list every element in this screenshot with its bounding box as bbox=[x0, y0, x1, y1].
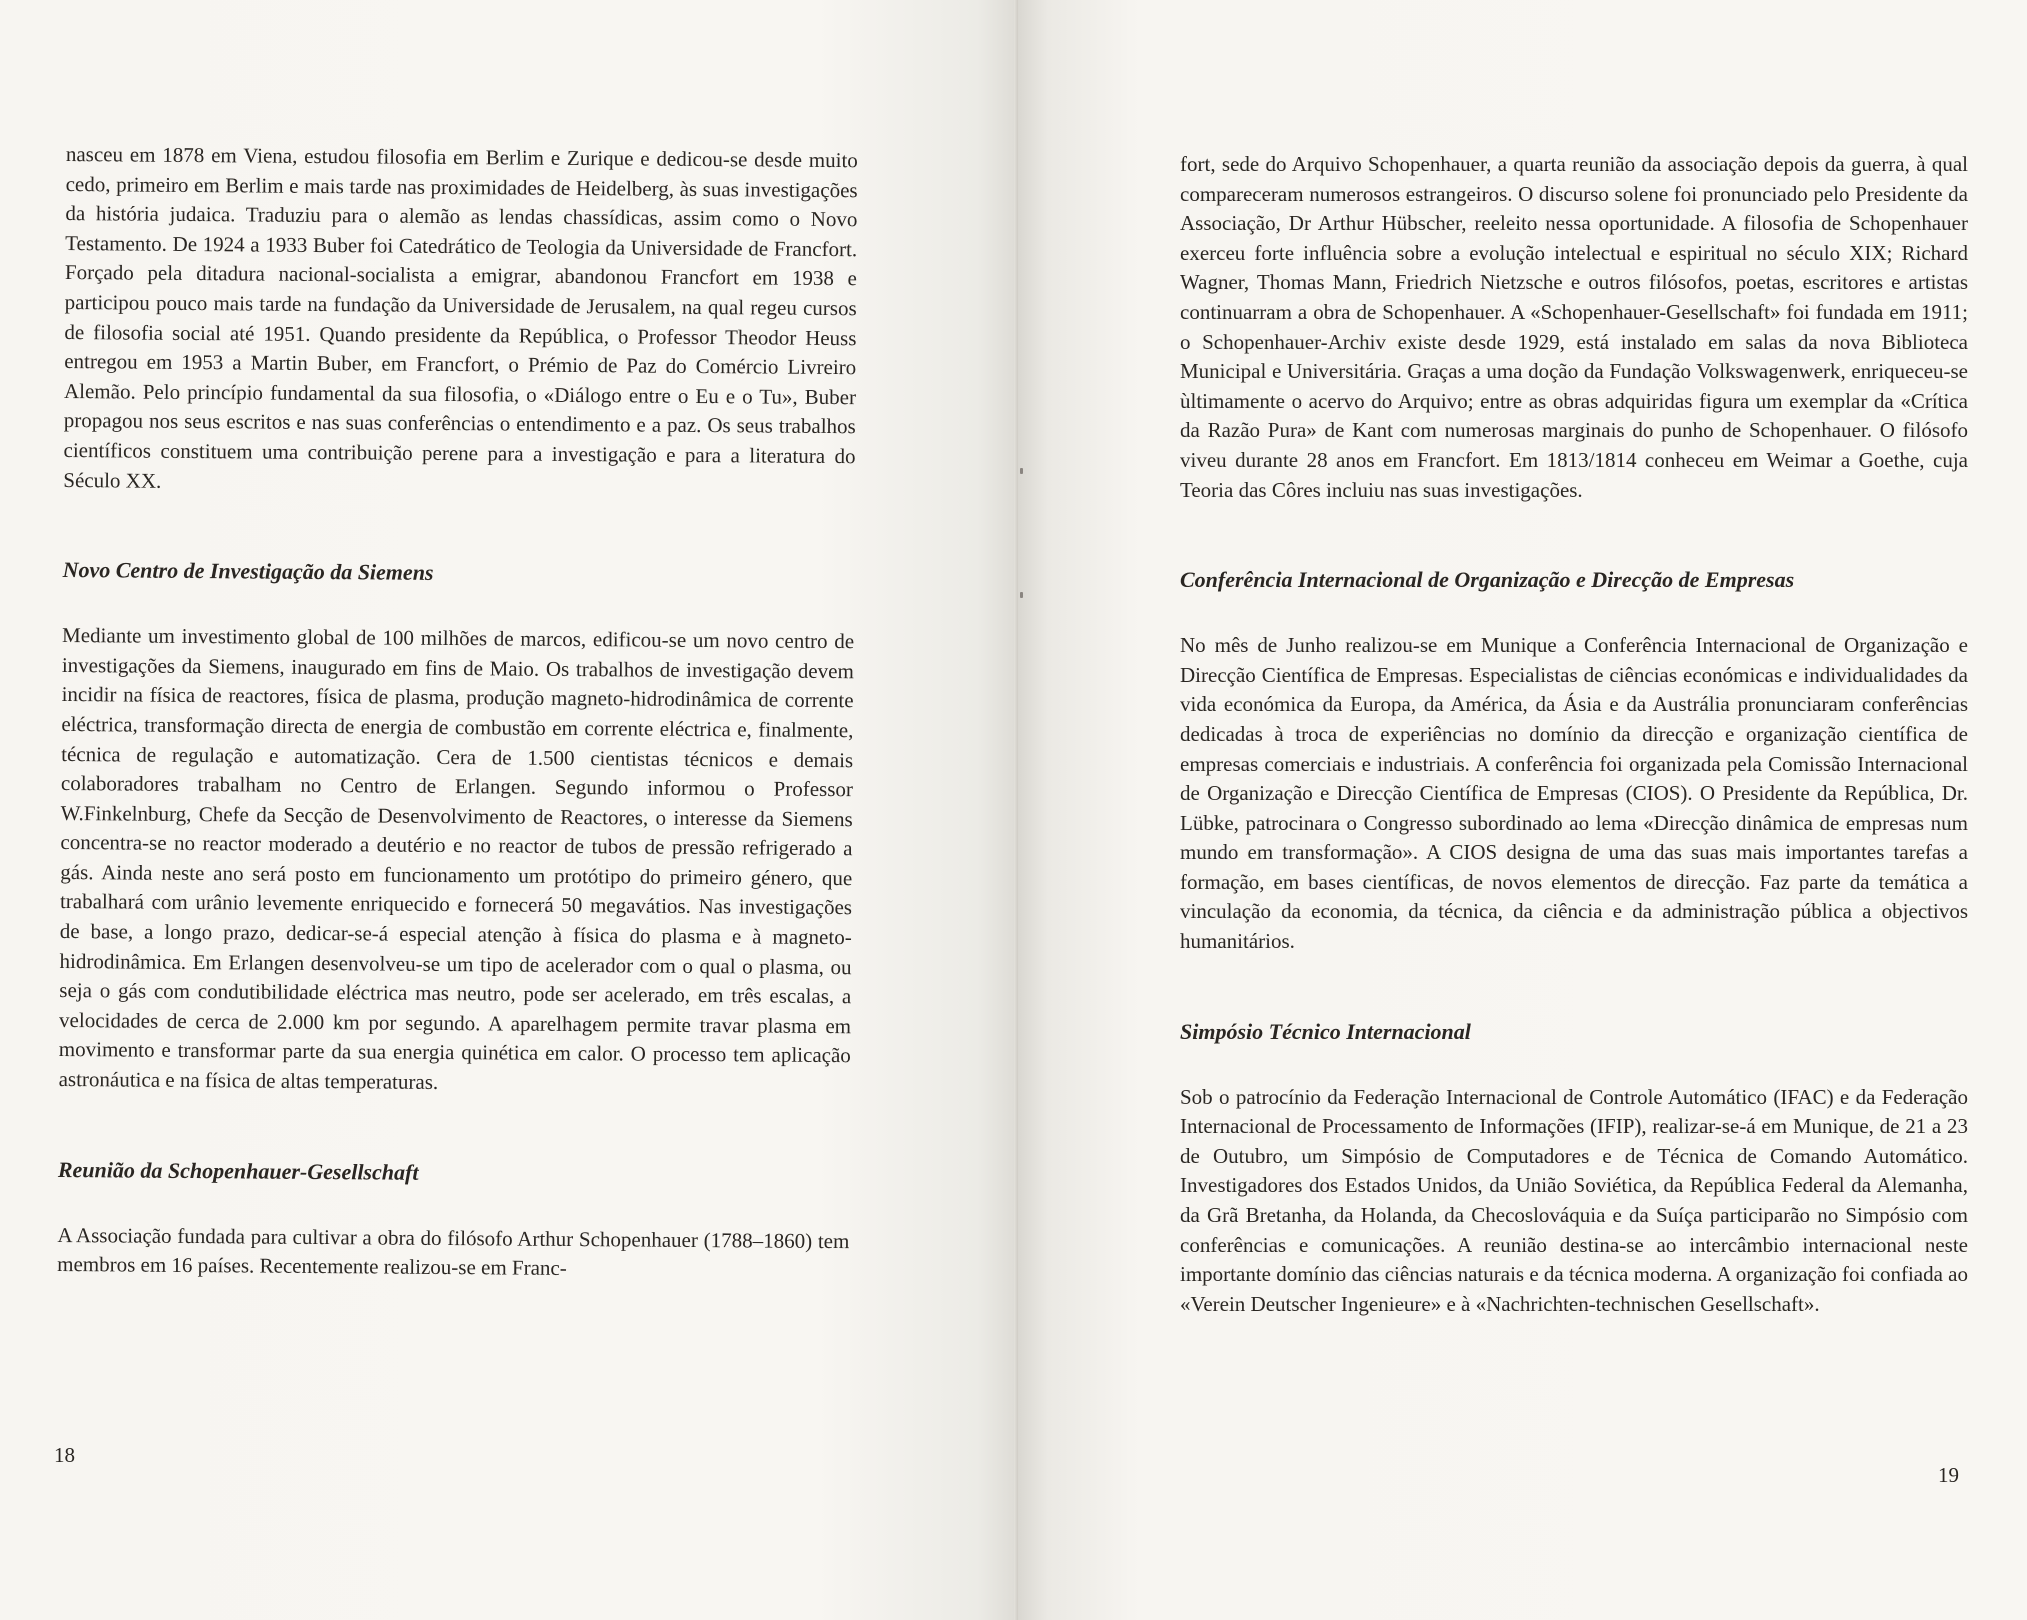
conference-heading: Conferência Internacional de Organização e Direcção de Empresas bbox=[1180, 567, 1795, 593]
right-page bbox=[1018, 0, 2027, 1620]
right-text-column bbox=[1180, 150, 1968, 1319]
symposium-paragraph: Sob o patrocínio da Federação Internacional de Controle Automático (IFAC) e da Federação Internacional de Processamento de Informações (IFIP), realizar-se-á em Munique, de 21 a 23 de Outubro, um Simpósio de Computadores e de Técnica de Comando Automático. Investigadores dos Estados Unidos, da União Soviética, da República Federal da Alemanha, da Grã Bretanha, da Holanda, da Checoslováquia e da Suíça participarão no Simpósio com conferências e comunicações. A reunião destina-se ao intercâmbio internacional neste importante domínio das ciências naturais e da técnica moderna. A organização foi confiada ao «Verein Deutscher Ingenieure» e à «Nachrichten-technischen Gesellschaft». bbox=[1180, 1084, 1968, 1316]
conference-paragraph: No mês de Junho realizou-se em Munique a Conferência Internacional de Organização e Direcção Científica de Empresas. Especialistas de ciências económicas e individualidades da vida económica da Europa, da América, da Ásia e da Austrália pronunciaram conferências dedicadas à troca de experiências no domínio da direcção e organização científica de empresas comerciais e industriais. A conferência foi organizada pela Comissão Internacional de Organização e Direcção Científica de Empresas (CIOS). O Presidente da República, Dr. Lübke, patrocinara o Congresso subordinado ao lema «Direcção dinâmica de empresas num mundo em transformação». A CIOS designa de uma das suas mais importantes tarefas a formação, em bases científicas, de novos elementos de direcção. Faz parte da temática a vinculação da economia, da técnica, da ciência e da administração pública a objectivos humanitários. bbox=[1180, 633, 1968, 954]
schopenhauer-heading: Reunião da Schopenhauer-Gesellschaft bbox=[57, 1156, 419, 1185]
symposium-heading: Simpósio Técnico Internacional bbox=[1180, 1018, 1471, 1044]
siemens-heading: Novo Centro de Investigação da Siemens bbox=[62, 557, 434, 586]
schopenhauer-paragraph-continued: fort, sede do Arquivo Schopenhauer, a quarta reunião da associação depois da guerra, à qual compareceram numerosos estrangeiros. O discurso solene foi pronunciado pelo Presidente da Associação, Dr Arthur Hübscher, reeleito nessa oportunidade. A filosofia de Schopenhauer exerceu forte influência sobre a evolução intelectual e espiritual no século XIX; Richard Wagner, Thomas Mann, Friedrich Nietzsche e outros filósofos, poetas, escritores e artistas continuarram a obra de Schopenhauer. A «Schopenhauer-Gesellschaft» foi fundada em 1911; o Schopenhauer-Archiv existe desde 1929, está instalado em salas da nova Biblioteca Municipal e Universitária. Graças a uma doção da Fundação Volkswagenwerk, enriqueceu-se ùltimamente o acervo do Arquivo; entre as obras adquiridas figura um exemplar da «Crítica da Razão Pura» de Kant com numerosas marginais do punho de Schopenhauer. O filósofo viveu durante 28 anos em Francfort. Em 1813/1814 conheceu em Weimar a Goethe, cuja Teoria das Côres incluiu nas suas investigações. bbox=[1180, 152, 1968, 502]
schopenhauer-paragraph-start: A Associação fundada para cultivar a obra do filósofo Arthur Schopenhauer (1788–1860) tem membros em 16 países. Recentemente realizou-se em Franc- bbox=[57, 1222, 850, 1281]
page-number-right: 19 bbox=[1938, 1463, 1959, 1487]
page-number-left: 18 bbox=[54, 1443, 75, 1467]
siemens-paragraph: Mediante um investimento global de 100 milhões de marcos, edificou-se um novo centro de investigações da Siemens, inaugurado em fins de Maio. Os trabalhos de investigação devem incidir na física de reactores, física de plasma, produção magneto-hidrodinâmica de corrente eléctrica, transformação directa de energia de combustão em corrente eléctrica e, finalmente, técnica de regulação e automatização. Cera de 1.500 cientistas técnicos e demais colaboradores trabalham no Centro de Erlangen. Segundo informou o Professor W.Finkelnburg, Chefe da Secção de Desenvolvimento de Reactores, o interesse da Siemens concentra-se no reactor moderado a deutério e no reactor de tubos de pressão refrigerado a gás. Ainda neste ano será posto em funcionamento um protótipo do primeiro género, que trabalhará com urânio levemente enriquecido e fornecerá 50 megavátios. Nas investigações de base, a longo prazo, dedicar-se-á especial atenção à física do plasma e à magneto-hidrodinâmica. Em Erlangen desenvolveu-se um tipo de acelerador com o qual o plasma, ou seja o gás com condutibilidade eléctrica mas neutro, pode ser acelerado, em três escalas, a velocidades de cerca de 2.000 km por segundo. A aparelhagem permite travar plasma em movimento e transformar parte da sua energia quinética em calor. O processo tem aplicação astronáutica e na física de altas temperaturas. bbox=[58, 623, 855, 1094]
buber-paragraph: nasceu em 1878 em Viena, estudou filosofia em Berlim e Zurique e dedicou-se desde muito cedo, primeiro em Berlim e mais tarde nas proximidades de Heidelberg, às suas investigações da história judaica. Traduziu para o alemão as lendas chassídicas, assim como o Novo Testamento. De 1924 a 1933 Buber foi Catedrático de Teologia da Universidade de Francfort. Forçado pela ditadura nacional-socialista a emigrar, abandonou Francfort em 1938 e participou pouco mais tarde na fundação da Universidade de Jerusalem, na qual regeu cursos de filosofia social até 1951. Quando presidente da República, o Professor Theodor Heuss entregou em 1953 a Martin Buber, em Francfort, o Prémio de Paz do Comércio Livreiro Alemão. Pelo princípio fundamental da sua filosofia, o «Diálogo entre o Eu e o Tu», Buber propagou nos seus escritos e nas suas conferências o entendimento e a paz. Os seus trabalhos científicos constituem uma contribuição perene para a investigação e para a literatura do Século XX. bbox=[63, 141, 858, 493]
left-text-column bbox=[57, 140, 858, 1286]
paper-speck bbox=[1020, 468, 1023, 474]
paper-speck bbox=[1020, 592, 1023, 598]
